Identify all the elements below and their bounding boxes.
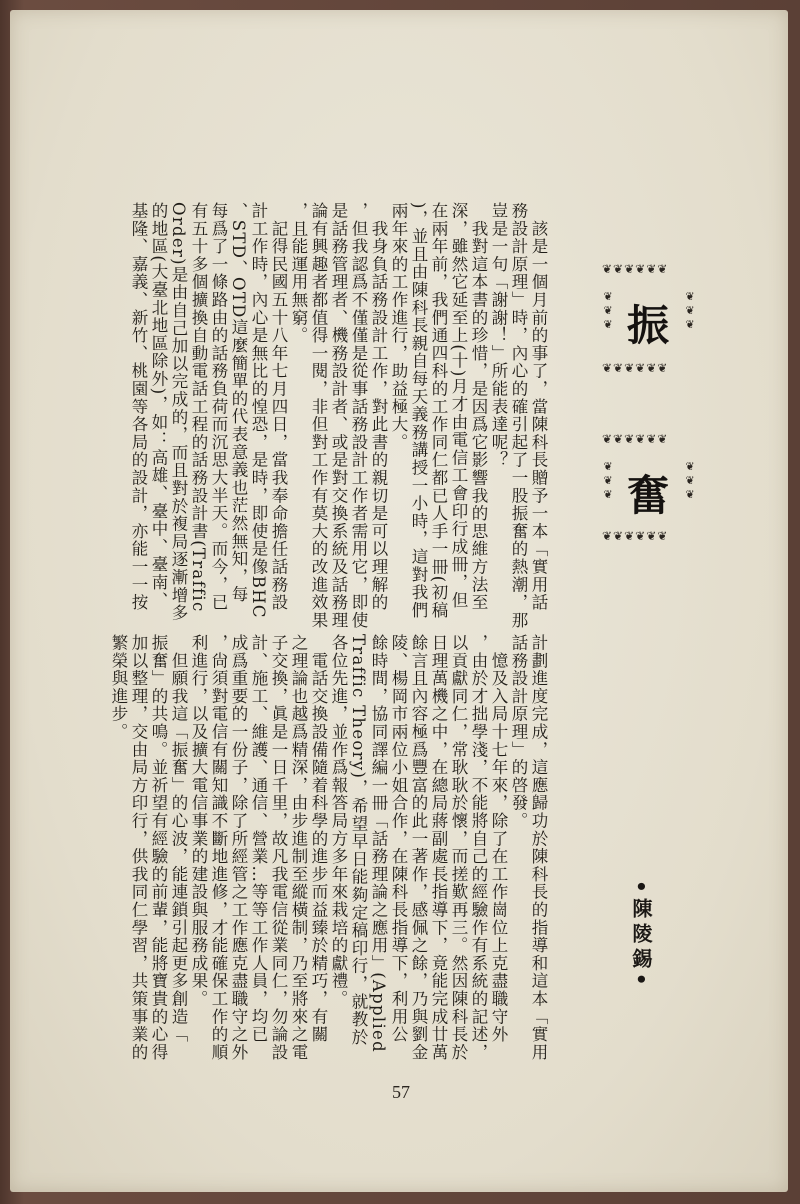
- ornament-right-2: ❦ ❦ ❦: [685, 460, 695, 501]
- ornament-bottom-1: ❦❦❦❦❦❦: [602, 361, 669, 375]
- ornament-top-1: ❦❦❦❦❦❦: [602, 262, 669, 276]
- ornament-bottom-2: ❦❦❦❦❦❦: [602, 529, 669, 543]
- body-text-upper: 該是一個月前的事了，當陳科長贈予一本「實用話 務設計原理」時，內心的確引起了一股振奮的熱潮，那 豈是一句「謝謝！」所能表達呢？ 我對這本書的珍惜，是因爲它影響我的思維方法至 深，雖然它延至上(十)月才由電信工會印行成冊，但 在兩年前，我們通四科的工作同仁都已人手一冊(初稿 )，並且由陳科長親自每天義務講授一小時，這對我們 兩年來的工作進行，助益極大。 我身負話務設計工作，對此書的親切是可以理解的 ，但我認爲不僅僅是從事話務設計工作者需用它，即使 是話務管理者、機務設計者、或是對交換系統及話務理 論有興趣者都值得一閱，非但對工作有莫大的改進效果 ，且能運用無窮。 記得民國五十八年七月四日，當我奉命擔任話務設 計工作時，內心是無比的惶恐，是時，即使是像BHC 、STD、OTD這麼簡單的代表意義也茫然無知，每 每爲了一條路由的話務負荷而沉思大半天。而今，已 有五十多個擴換自動電話工程的話務設計書(Traffic Order)是由自己加以完成的，而且對於複局逐漸增多 的地區(大臺北地區除外)，如：高雄、臺中、臺南、 基隆、嘉義、新竹、桃園等各局的設計，亦能一一按: [129, 202, 548, 630]
- body-text-lower: 計劃進度完成，這應歸功於陳科長的指導和這本「實用 話務設計原理」的啓發。 憶及入局十七年來，除了在工作崗位上克盡職守外 ，由於才拙學淺，不能將自己的經驗作有系統的記述， 以貢獻同仁，常耿耿於懷，而搓歎再三。然因陳科長於 日理萬機之中，在總局蔣副處長指導下，竟能完成廿萬 餘言且內容極爲豐富的此一著作，感佩之餘，乃與劉金 陵、楊岡市兩位小姐合作，在陳科長指導下，利用公 餘時間，協同譯編一冊「話務理論之應用」(Applied Traffic Theory)，希望早日能夠定稿印行，就教於 各位先進，並作爲報答局方多年來栽培的獻禮。 電話交換設備隨着科學的進步而益臻於精巧，有關 之理論也越爲精深，由步進制至縱橫制，乃至將來之電 子交換，眞是一日千里，故凡我電信從業同仁，勿論設 計、施工、維護、通信、營業…等等工作人員，均已 成爲重要的一份子，除了所經管之工作應克盡職守之外 ，尙須對電信有關知識不斷地進修，才能確保工作的順 利進行，以及擴大電信事業的建設與服務成果。 但願我這「振奮」的心波，能連鎖引起更多創造「 振奮」的共鳴。並祈望有經驗的前輩，能將寶貴的心得 加以整理，交由局方印行，供我同仁學習，共策事業的 繁榮與進步。: [109, 634, 548, 1062]
- ornament-left-2: ❦ ❦ ❦: [603, 460, 613, 501]
- title-char-1: 振: [626, 301, 669, 350]
- title-char-2: 奮: [626, 471, 669, 520]
- ornament-right-1: ❦ ❦ ❦: [685, 290, 695, 331]
- ornament-left-1: ❦ ❦ ❦: [603, 290, 613, 331]
- author-name: •陳陵錫•: [629, 880, 653, 991]
- page-number: 57: [392, 1082, 410, 1102]
- page: [10, 10, 788, 1192]
- ornament-top-2: ❦❦❦❦❦❦: [602, 432, 669, 446]
